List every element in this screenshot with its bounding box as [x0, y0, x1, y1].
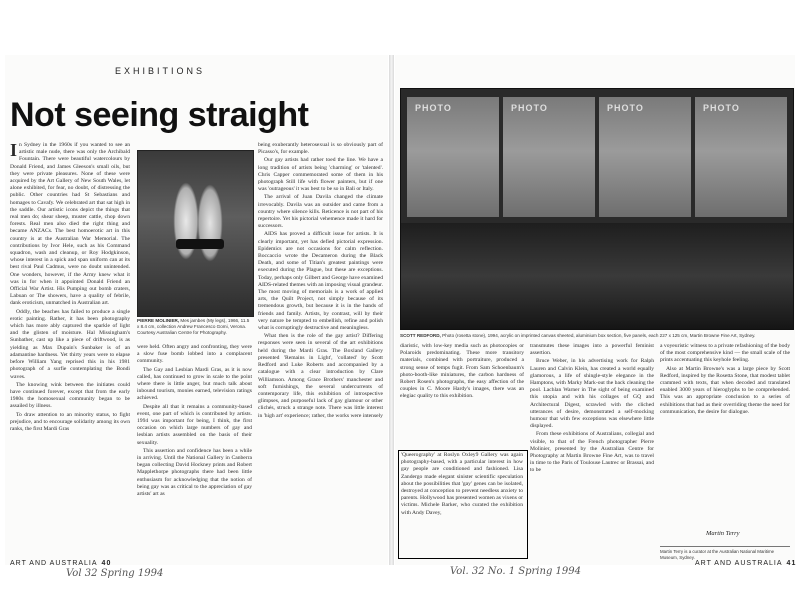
article-column-2: [137, 344, 252, 557]
paragraph: a voyeuristic witness to a private refashioning of the body of the most comprehensive kind — the small scale of the prints accentuating this keyhole feeling.: [660, 343, 790, 364]
panel-tag: PHOTO: [703, 103, 740, 113]
page-number: 41: [786, 560, 797, 567]
paragraph: were held. Often angry and confronting, they were a slow fuse bomb lobbed into a complacent community.: [137, 344, 252, 365]
drop-cap: I: [10, 142, 18, 160]
photo-panel: [407, 97, 499, 217]
paragraph: Also at Martin Browne's was a large piece by Scott Redford, inspired by the Rosetta Stone, that modest tablet crammed with texts, that when decoded and translated enabled 3000 years of hieroglyphs to be comprehended. This was an appropriate conclusion to a series of exhibitions that had as their overriding theme the need for communication, the desire for dialogue.: [660, 365, 790, 415]
paragraph: The arrival of Juan Davila changed the climate irrevocably. Davila was an outsider and came from a country where silence kills. Reticence is not part of his repertoire. Yet his pictorial vehemence made it hard for successors.: [258, 194, 383, 230]
paragraph: diaristic, with low-key media such as photocopies or Polaroids predominating. These more transitory materials, combined with portraiture, produced a strong sense of temps fugit. From Sam Schoenbaum's photo-booth-like miniatures, the carbon hardness of Robert Rosen's photographs, the easy affection of the couples in C. Moore Hardy's images, there was an elegiac quality to this exhibition.: [400, 343, 524, 400]
panel-tag: PHOTO: [607, 103, 644, 113]
article-column-4: [400, 343, 524, 447]
panel-row: [407, 97, 787, 217]
paragraph: Oddly, the beaches has failed to produce a single erotic painting. Rather, it has been photography which has more ably captured the sparkle of light and the glisten of moisture. Hal Missingham's Sunbather, cast up like a piece of driftwood, is as yielding as Max Dupain's Sunbaker is of an adamantine hardness. Yet thirty years were to elapse before William Yang reprised this in his 1981 photograph of a surfie contemplating the Bondi waves.: [10, 308, 130, 380]
paragraph: To draw attention to an minority status, to fight prejudice, and to encourage solidarity among its own ranks, the first Mardi Gras: [10, 411, 130, 432]
article-column-5: [530, 343, 654, 557]
article-column-3: [258, 142, 383, 557]
footer-right: [695, 560, 796, 567]
paragraph: This assertion and confidence has been a while in arriving. Until the National Gallery in Canberra began collecting David Hockney prints and Robert Mapplethorpe photographs there had been little enthusiasm for acknowledging that the notion of being gay was as critical to the appreciation of gay artists' art as: [137, 447, 252, 498]
highlighted-paragraph: 'Queerography' at Roslyn Oxley9 Gallery was again photography-based, with a particular interest in how gay people are conditioned and fashioned. Lisa Zandergo made elegant sinister scientific speculation about the possibilities that 'gay' genes can be isolated, destroyed at conception to prevent needless anxiety to parents. Hollywood has presented women as vixens or victims. Michele Barker, who curated the exhibition with Andy Davey,: [401, 452, 523, 516]
page-number: 40: [101, 560, 112, 567]
panel-tag: PHOTO: [415, 103, 452, 113]
paragraph: transmutes these images into a powerful feminist assertion.: [530, 343, 654, 357]
photo-molinier-legs: [137, 150, 254, 317]
article-column-1: [10, 142, 130, 557]
photo-panel: [503, 97, 595, 217]
paragraph: In Sydney in the 1960s if you wanted to see an artistic male nude, there was only the Archibald Fountain. There were beautiful watercolours by Donald Friend, and James Gleeson's small oils, but they were private pleasures. None of these were acquired by the Art Gallery of New South Wales, let alone exhibited, for fear, no doubt, of distressing the public. Other countries had St Sebastians and homages to Cavafy. We celebrated art that sat high in the saddle. Our artistic icons depict the things that real men do; shear sheep, muster cattle, chop down forests. Real men also died the right thing and became ANZACs. The best homoerotic art in this country is at the Australian War Memorial. The contributions by Ivor Hele, such as his Command squadron, wash and cleanup, or Roy Hodgkinson, whose interest in a spick and span uniform can at its best rival Paul Cadmus, were no doubt unintended. One wonders, however, if the Army knew what it was in for when it appointed Donald Friend an Official War Artist. His Pumping out bomb craters, Labuan or The showers, have a quality of febrile, dank eroticism, unmatched in Australian art.: [10, 142, 130, 307]
publication-name: ART AND AUSTRALIA: [695, 560, 783, 567]
photo-caption: SCOTT REDFORD, Photo (rosetta stone), 1994, acrylic on imprinted canvas sheeted, aluminium box section, five panels, each 227 x 125 cm, Martin Browne Fine Art, Sydney.: [400, 333, 756, 338]
photo-panel: [599, 97, 691, 217]
author-bio: Martin Terry is a curator at the Australian National Maritime Museum, Sydney.: [660, 546, 790, 560]
handwritten-note: Vol 32 Spring 1994: [66, 568, 164, 579]
photo-detail: [176, 239, 224, 249]
photo-panel: [695, 97, 787, 217]
publication-name: ART AND AUSTRALIA: [10, 560, 98, 567]
paragraph: being exuberantly heterosexual is so obviously part of Picasso's, for example.: [258, 142, 383, 156]
handwritten-note: Vol. 32 No. 1 Spring 1994: [450, 566, 581, 577]
article-author: Martin Terry: [706, 530, 740, 537]
paragraph: Our gay artists had rather toed the line. We have a long tradition of artists being 'charming' or 'talented'. Chris Capper commemorated some of them in his photograph Still life with flower painters, but if one was 'outrageous' it was best to be so in Bali or Italy.: [258, 157, 383, 193]
photo-redford-panels: [400, 88, 794, 330]
paragraph: Bruce Weber, in his advertising work for Ralph Lauren and Calvin Klein, has created a world equally glamorous, a life of shingle-style elegance in the Hamptons, with Marky Mark-out the back cleaning the pool. Lachlan Warner in The sight of being examined this utopia and with his collages of GQ and Architectural Digest, scrawled with the cliched utterances of desire, demonstrated a self-mocking humour that with few exceptions was elsewhere little displayed.: [530, 358, 654, 430]
page-gutter: [389, 55, 394, 565]
paragraph: The knowing wink between the initiates could have continued forever, except that from the early 1980s the homosexual community began to be assailed by illness.: [10, 381, 130, 410]
panel-tag: PHOTO: [511, 103, 548, 113]
photo-caption: PIERRE MOLINIER, Mes jambes (My legs), 1966, 11.5 x 8.4 cm, collection Andrew Francesco Gomi, Verona. Courtesy Australian Centre for Photography.: [137, 318, 250, 335]
paragraph: What then is the role of the gay artist? Differing responses were seen in several of the art exhibitions held during the Mardi Gras. The Boxland Gallery presented 'Remains in Light', 'collated' by Scott Redford and Luke Roberts and accompanied by a catalogue with a clear introduction by Clare Williamson. Among Grace Brothers' manchester and soft furnishings, the several undercurrents of contemporary life, this exhibition of introspective glimpses, and purposeful lack of gay glamour or other clichés, struck a strange note. There was little interest in 'high art' experience; rather, the works were intensely: [258, 333, 383, 419]
section-label: EXHIBITIONS: [115, 66, 206, 76]
paragraph: Despite all that it remains a community-based event, one part of which is contributed by artists. 1994 was important for being, I think, the first occasion on which large numbers of gay and lesbian artists assembled on the basis of their sexuality.: [137, 403, 252, 446]
article-title: Not seeing straight: [10, 96, 309, 134]
footer-left: [10, 560, 111, 567]
paragraph: From these exhibitions of Australians, collegial and visible, to that of the French photographer Pierre Molinier, presented by the Australian Centre for Photography at Martin Browne Fine Art, was to travel in time to the Paris of Toulouse Lautrec or Brassai, and to be: [530, 431, 654, 474]
paragraph: The Gay and Lesbian Mardi Gras, as it is now called, has continued to grow in scale to the point where there is little anger, but much talk about inbound tourism, monies earned, television ratings achieved.: [137, 366, 252, 402]
paragraph: AIDS has proved a difficult issue for artists. It is clearly important, yet has defied pictorial expression. Epidemics are not occasions for calm reflection. Boccaccio wrote the Decameron during the Black Death, and some of Titian's greatest paintings were executed during the Plague, but these are exceptions. Today, perhaps only Gilbert and George have examined AIDS-related themes with an imposing visual grandeur. The most moving of memorials is a work of applied arts, the Quilt Project, not simply because of its tremendous growth, but because it is in the hands of friends and family. Artists, by contrast, will by their very nature be tempted to embellish, refine and polish what is corruptingly destructive and meaningless.: [258, 231, 383, 332]
dark-panel: [401, 223, 793, 329]
article-column-6: [660, 343, 790, 528]
